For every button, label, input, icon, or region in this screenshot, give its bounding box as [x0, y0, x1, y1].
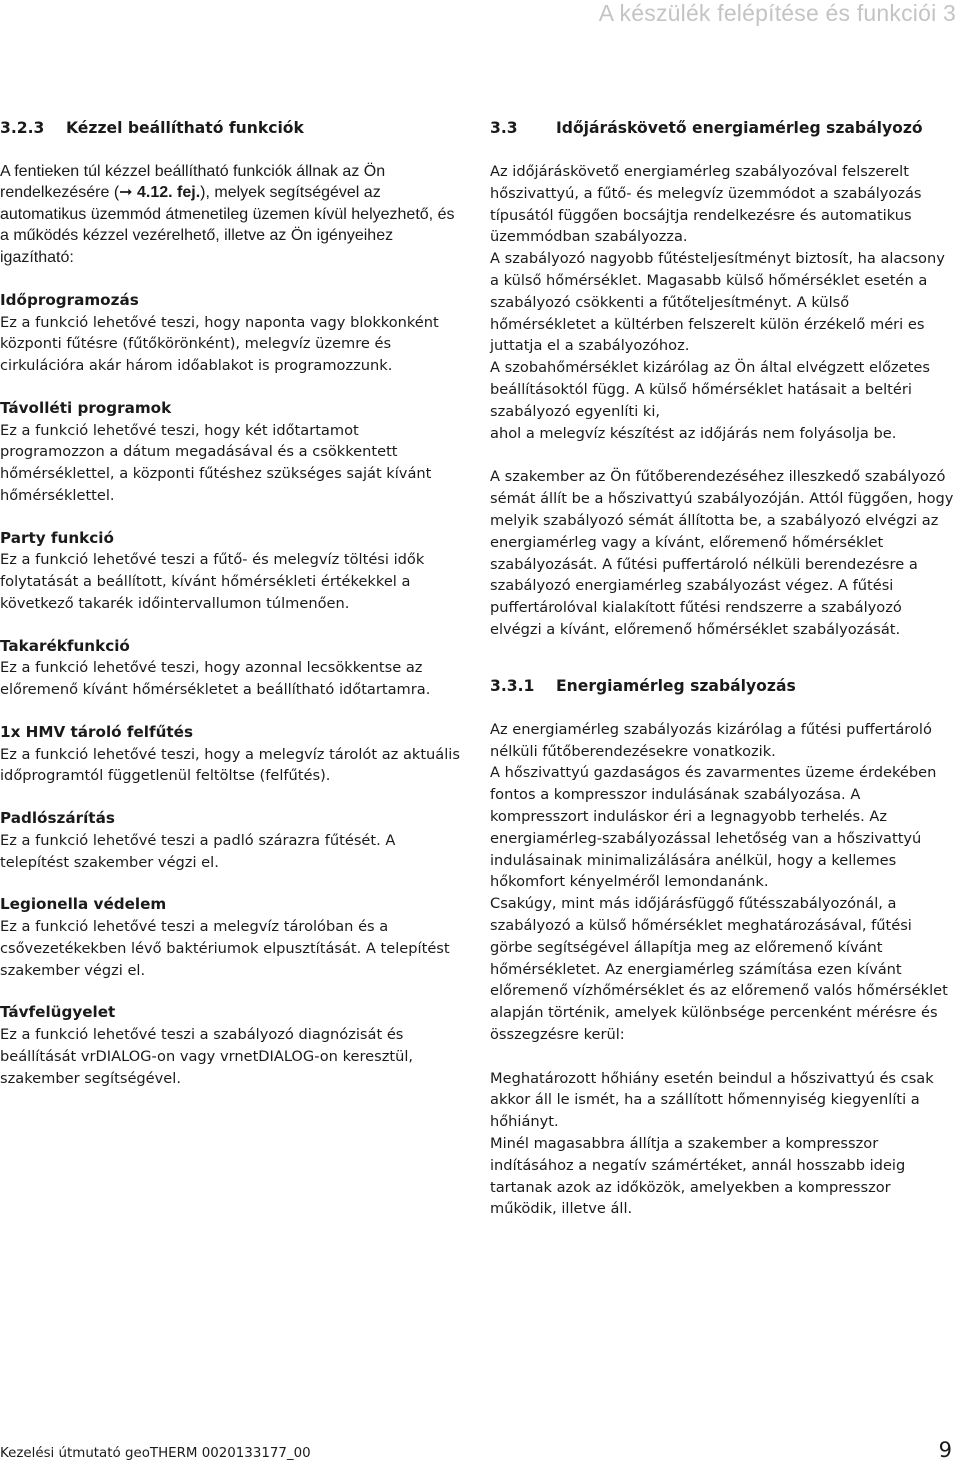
section-number: 3.3 — [490, 119, 518, 137]
subsection-text-legionella-vedelem: Ez a funkció lehetővé teszi a melegvíz tárolóban és a csővezetékekben lévő baktériumok elpusztítását. A telepítést szakember végzi el. — [0, 917, 450, 979]
subsection-title-padloszaritas: Padlószárítás — [0, 809, 115, 828]
section-title: Kézzel beállítható funkciók — [66, 119, 304, 137]
arrow-reference-icon: ➞ — [119, 184, 133, 202]
paragraph-compressor-start: A hőszivattyú gazdaságos és zavarmentes üzeme érdekében fontos a kompresszor indulásának szabályozása. A kompresszort induláskor éri a legnagyobb terhelés. Az energiamérleg-szabályozással lehetőség van a hőszivattyú indulásainak minimalizálására anélkül, hogy a kellemes hőkomfort kényelméről lemondanánk. — [490, 764, 937, 891]
paragraph-regulator-scheme: A szakember az Ön fűtőberendezéséhez illeszkedő szabályozó sémát állít be a hőszivattyú szabályozóján. Attól függően, hogy melyik szabályozó sémát állította be, a szabályozó elvégzi az energiamérleg vagy a kívánt, előremenő hőmérséklet szabályozását. A fűtési puffertároló nélküli berendezésre a szabályozó energiamérleg szabályozást végez. A fűtési puffertárolóval kialakított fűtési rendszerre a szabályozó elvégzi a kívánt, előremenő hőmérséklet szabályozását. — [490, 468, 954, 638]
paragraph-energy-balance-calc: Csakúgy, mint más időjárásfüggő fűtésszabályozónál, a szabályozó a külső hőmérséklet meghatározásával, fűtési görbe segítségével állapítja meg az előremenő kívánt hőmérsékletet. Az energiamérleg számítása ezen kívánt előremenő vízhőmérséklet és az előremenő valós hőmérséklet alapján történik, amelyek különbsége percenként mérésre és összegzésre kerül: — [490, 895, 948, 1043]
subsection-title-legionella-vedelem: Legionella védelem — [0, 895, 167, 914]
footer-page-number: 9 — [938, 1438, 952, 1462]
intro-text-post: ), melyek segítségével az automatikus üzemmód átmenetileg üzemen kívül helyezhető, és a működés kézzel vezérelhető, illetve az Ön igényeihez igazítható: — [0, 184, 455, 266]
section-number: 3.2.3 — [0, 119, 45, 137]
left-column — [0, 118, 462, 1089]
intro-text-pre: A fentieken túl kézzel beállítható funkciók állnak az Ön rendelkezésére ( — [0, 163, 386, 202]
subsection-text-idoprogramozas: Ez a funkció lehetővé teszi, hogy naponta vagy blokkonként központi fűtésre (fűtőkörönként), melegvíz üzemre és cirkulációra akár három időablakot is programozzunk. — [0, 313, 439, 375]
paragraph-energy-balance-scope: Az energiamérleg szabályozás kizárólag a fűtési puffertároló nélküli fűtőberendezésekre vonatkozik. — [490, 720, 932, 760]
subsection-title-hmv-tarolo: 1x HMV tároló felfűtés — [0, 722, 194, 741]
section-heading-3-3 — [490, 118, 958, 138]
paragraph-room-temperature: A szobahőmérséklet kizárólag az Ön által elvégzett előzetes beállításoktól függ. A külső hőmérséklet hatásait a beltéri szabályozó egyenlíti ki, — [490, 359, 930, 420]
paragraph-regulator-intro: Az időjáráskövető energiamérleg szabályozóval felszerelt hőszivattyú, a fűtő- és melegvíz üzemmódot a szabályozás típusától függően bocsájtja rendelkezésre és automatikus üzemmódban szabályozza. — [490, 163, 922, 246]
subsection-text-tavfelugyelet: Ez a funkció lehetővé teszi a szabályozó diagnózisát és beállítását vrDIALOG-on vagy vrnetDIALOG-on keresztül, szakember segítségével. — [0, 1025, 414, 1087]
paragraph-compressor-interval: Minél magasabbra állítja a szakember a kompresszor indításához a negatív számértéket, annál hosszabb ideig tartanak azok az időközök, amelyekben a kompresszor működik, illetve áll. — [490, 1135, 906, 1218]
footer-document-title: Kezelési útmutató geoTHERM 0020133177_00 — [0, 1446, 311, 1461]
running-header-title: A készülék felépítése és funkciói 3 — [598, 0, 956, 26]
paragraph-heat-deficit: Meghatározott hőhiány esetén beindul a hőszivattyú és csak akkor áll le ismét, ha a szállított hőmennyiség kiegyenlíti a hőhiányt. — [490, 1069, 934, 1131]
subsection-title-party-funkcio: Party funkció — [0, 528, 114, 547]
section-title: Időjáráskövető energiamérleg szabályozó — [556, 119, 923, 137]
subsection-text-tavolleti-programok: Ez a funkció lehetővé teszi, hogy két időtartamot programozzon a dátum megadásával és a csökkentett hőmérséklettel, a központi fűtéshez szükséges saját kívánt hőmérséklettel. — [0, 421, 432, 504]
subsection-title-takarekfunkcio: Takarékfunkció — [0, 636, 130, 655]
subsection-title-idoprogramozas: Időprogramozás — [0, 291, 139, 310]
section-heading-3-2-3 — [0, 118, 462, 138]
paragraph-hot-water: ahol a melegvíz készítést az időjárás nem folyásolja be. — [490, 424, 897, 442]
subsection-text-hmv-tarolo: Ez a funkció lehetővé teszi, hogy a melegvíz tárolót az aktuális időprogramtól függetlenül feltöltse (felfűtés). — [0, 745, 460, 785]
section-heading-3-3-1 — [490, 676, 958, 696]
subsection-text-takarekfunkcio: Ez a funkció lehetővé teszi, hogy azonnal lecsökkentse az előremenő kívánt hőmérsékletet a beállítható időtartamra. — [0, 659, 431, 699]
subsection-title-tavolleti-programok: Távolléti programok — [0, 399, 172, 418]
subsection-title: Energiamérleg szabályozás — [556, 676, 796, 695]
subsection-number: 3.3.1 — [490, 676, 535, 695]
subsection-title-tavfelugyelet: Távfelügyelet — [0, 1003, 116, 1022]
chapter-reference: 4.12. fej. — [132, 184, 201, 202]
right-column — [490, 118, 958, 1220]
subsection-text-padloszaritas: Ez a funkció lehetővé teszi a padló szárazra fűtését. A telepítést szakember végzi el. — [0, 831, 396, 871]
subsection-text-party-funkcio: Ez a funkció lehetővé teszi a fűtő- és melegvíz töltési idők folytatását a beállított, kívánt hőmérsékleti értékekkel a következő takarék időintervallumon túlmenően. — [0, 551, 425, 612]
paragraph-heating-output: A szabályozó nagyobb fűtésteljesítményt biztosít, ha alacsony a külső hőmérséklet. Magasabb külső hőmérséklet esetén a szabályozó csökkenti a fűtőteljesítményt. A külső hőmérsékletet a kültérben felszerelt külön érzékelő méri es juttatja el a szabályozóhoz. — [490, 250, 945, 355]
intro-paragraph — [0, 161, 462, 268]
